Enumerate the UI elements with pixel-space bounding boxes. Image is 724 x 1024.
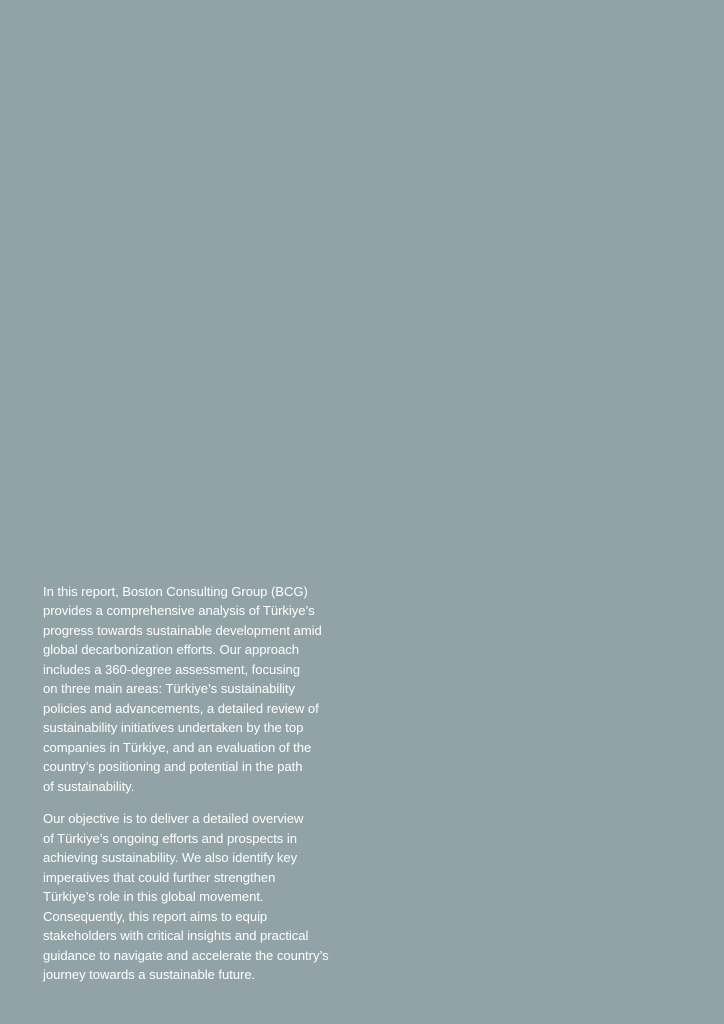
text-line: policies and advancements, a detailed review of	[43, 700, 319, 716]
paragraph-report-objective	[43, 809, 351, 984]
text-line: journey towards a sustainable future.	[43, 967, 256, 983]
text-line: includes a 360-degree assessment, focusing	[43, 661, 301, 677]
paragraph-report-overview	[43, 582, 351, 796]
text-line: progress towards sustainable development amid	[43, 622, 322, 638]
text-line: of Türkiye’s ongoing efforts and prospects in	[43, 830, 297, 846]
text-line: achieving sustainability. We also identify key	[43, 850, 298, 866]
report-summary	[43, 582, 351, 985]
text-line: guidance to navigate and accelerate the country’s	[43, 947, 329, 963]
text-line: imperatives that could further strengthen	[43, 869, 276, 885]
text-line: sustainability initiatives undertaken by the top	[43, 720, 304, 736]
text-line: companies in Türkiye, and an evaluation of the	[43, 739, 312, 755]
text-line: In this report, Boston Consulting Group (BCG)	[43, 584, 308, 599]
text-line: Türkiye’s role in this global movement.	[43, 889, 264, 905]
text-line: provides a comprehensive analysis of Türkiye’s	[43, 603, 315, 619]
text-line: global decarbonization efforts. Our approach	[43, 642, 299, 658]
text-line: Our objective is to deliver a detailed overview	[43, 811, 304, 827]
text-line: on three main areas: Türkiye’s sustainability	[43, 681, 295, 697]
text-line: of sustainability.	[43, 778, 135, 794]
text-line: country’s positioning and potential in the path	[43, 759, 303, 775]
text-line: stakeholders with critical insights and practical	[43, 928, 309, 944]
text-line: Consequently, this report aims to equip	[43, 908, 268, 924]
